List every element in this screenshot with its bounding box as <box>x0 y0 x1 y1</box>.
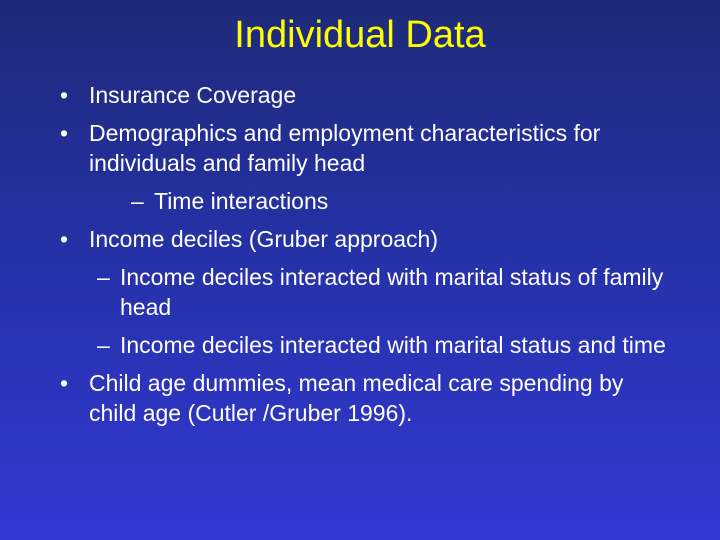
sub-bullet-item <box>0 186 654 216</box>
bullet-marker: • <box>60 120 69 146</box>
sub-bullet-marker: – <box>131 188 144 214</box>
sub-bullet-item <box>0 262 670 322</box>
bullet-list <box>0 80 720 436</box>
bullet-marker: • <box>60 226 69 252</box>
bullet-text: Child age dummies, mean medical care spending by child age (Cutler /Gruber 1996). <box>89 370 624 426</box>
sub-bullet-text: Income deciles interacted with marital status of family head <box>120 264 664 320</box>
bullet-marker: • <box>60 370 69 396</box>
bullet-item <box>0 118 669 178</box>
bullet-marker: • <box>60 82 69 108</box>
bullet-text: Demographics and employment characteristics for individuals and family head <box>89 120 601 176</box>
sub-bullet-text: Income deciles interacted with marital status and time <box>120 332 666 358</box>
bullet-text: Income deciles (Gruber approach) <box>89 226 438 252</box>
sub-bullet-marker: – <box>97 332 110 358</box>
bullet-item <box>0 224 669 254</box>
sub-bullet-item <box>0 330 670 360</box>
sub-bullet-text: Time interactions <box>154 188 329 214</box>
bullet-item <box>0 80 669 110</box>
sub-bullet-marker: – <box>97 264 110 290</box>
slide-title: Individual Data <box>234 14 486 56</box>
bullet-item <box>0 368 669 428</box>
bullet-text: Insurance Coverage <box>89 82 297 108</box>
